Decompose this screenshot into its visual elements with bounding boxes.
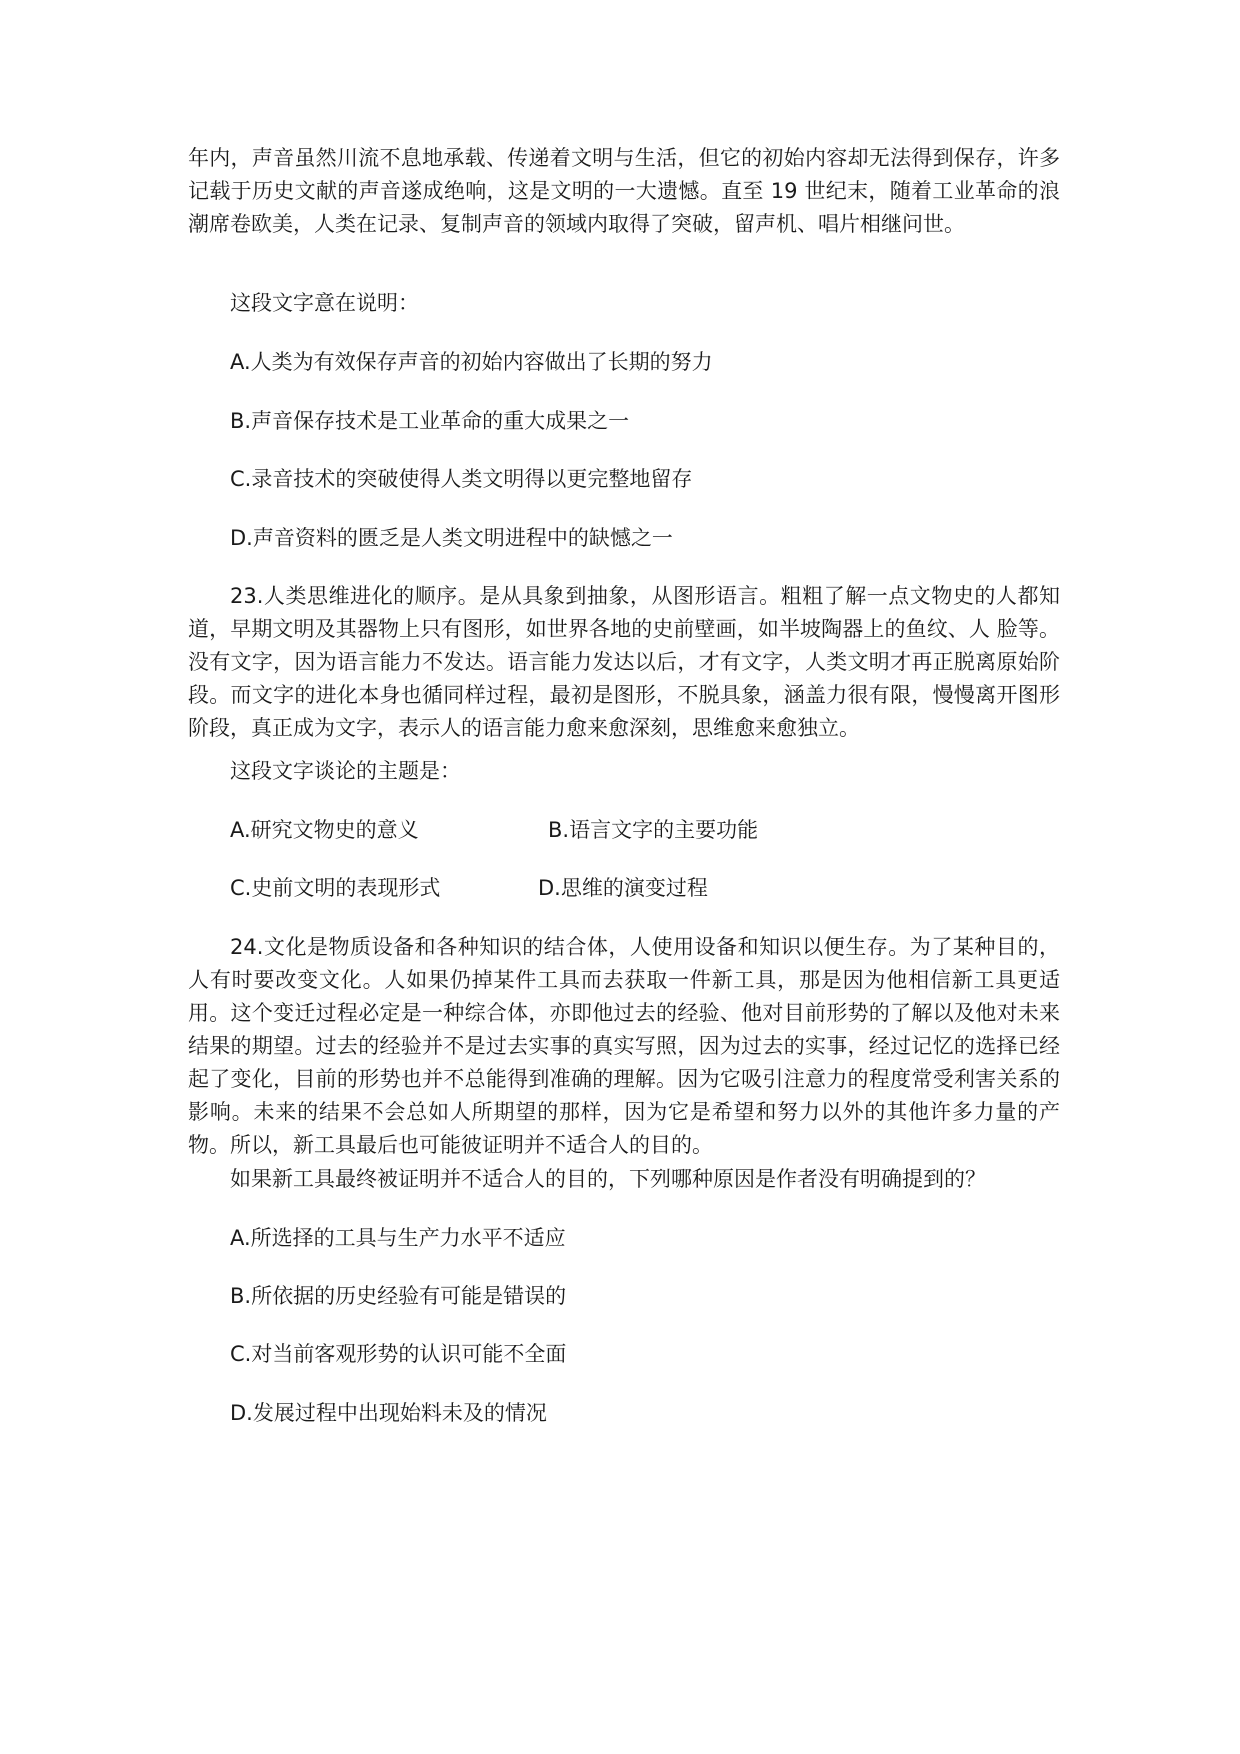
- q23-option-a: A.研究文物史的意义: [230, 818, 419, 842]
- q24-option-d: D.发展过程中出现始料未及的情况: [230, 1401, 547, 1425]
- q24-option-b: B.所依据的历史经验有可能是错误的: [230, 1284, 567, 1308]
- q24-option-c: C.对当前客观形势的认识可能不全面: [230, 1342, 567, 1366]
- q24-option-a: A.所选择的工具与生产力水平不适应: [230, 1226, 566, 1250]
- q22-question: 这段文字意在说明：: [230, 291, 419, 315]
- q24-question: 如果新工具最终被证明并不适合人的目的，下列哪种原因是作者没有明确提到的？: [230, 1167, 986, 1191]
- q24-passage: 24.文化是物质设备和各种知识的结合体，人使用设备和知识以便生存。为了某种目的，人有时要改变文化。人如果仍掉某件工具而去获取一件新工具，那是因为他相信新工具更适用。这个变迁过程必定是一种综合体，亦即他过去的经验、他对目前形势的了解以及他对未来结果的期望。过去的经验并不是过去实事的真实写照，因为过去的实事，经过记忆的选择已经起了变化，目前的形势也并不总能得到准确的理解。因为它吸引注意力的程度常受利害关系的影响。未来的结果不会总如人所期望的那样，因为它是希望和努力以外的其他许多力量的产物。所以，新工具最后也可能彼证明并不适合人的目的。: [188, 935, 1060, 1157]
- q22-option-d: D.声音资料的匮乏是人类文明进程中的缺憾之一: [230, 526, 673, 550]
- q23-passage: 23.人类思维进化的顺序。是从具象到抽象，从图形语言。粗粗了解一点文物史的人都知道，早期文明及其器物上只有图形，如世界各地的史前壁画，如半坡陶器上的鱼纹、人 脸等。没有文字，因为语言能力不发达。语言能力发达以后，才有文字，人类文明才再正脱离原始阶段。而文字的进化本身也循同样过程，最初是图形，不脱具象，涵盖力很有限，慢慢离开图形阶段，真正成为文字，表示人的语言能力愈来愈深刻，思维愈来愈独立。: [188, 584, 1060, 740]
- q22-option-c: C.录音技术的突破使得人类文明得以更完整地留存: [230, 467, 693, 491]
- q22-option-b: B.声音保存技术是工业革命的重大成果之一: [230, 409, 630, 433]
- q23-option-d: D.思维的演变过程: [538, 876, 708, 900]
- q23-option-c: C.史前文明的表现形式: [230, 876, 441, 900]
- q22-option-a: A.人类为有效保存声音的初始内容做出了长期的努力: [230, 350, 713, 374]
- q22-passage: 年内，声音虽然川流不息地承载、传递着文明与生活，但它的初始内容却无法得到保存，许多记载于历史文献的声音遂成绝响，这是文明的一大遗憾。直至 19 世纪末，随着工业革命的浪潮席卷欧美，人类在记录、复制声音的领域内取得了突破，留声机、唱片相继问世。: [188, 146, 1060, 236]
- q23-question: 这段文字谈论的主题是：: [230, 759, 461, 783]
- q23-option-b: B.语言文字的主要功能: [548, 818, 759, 842]
